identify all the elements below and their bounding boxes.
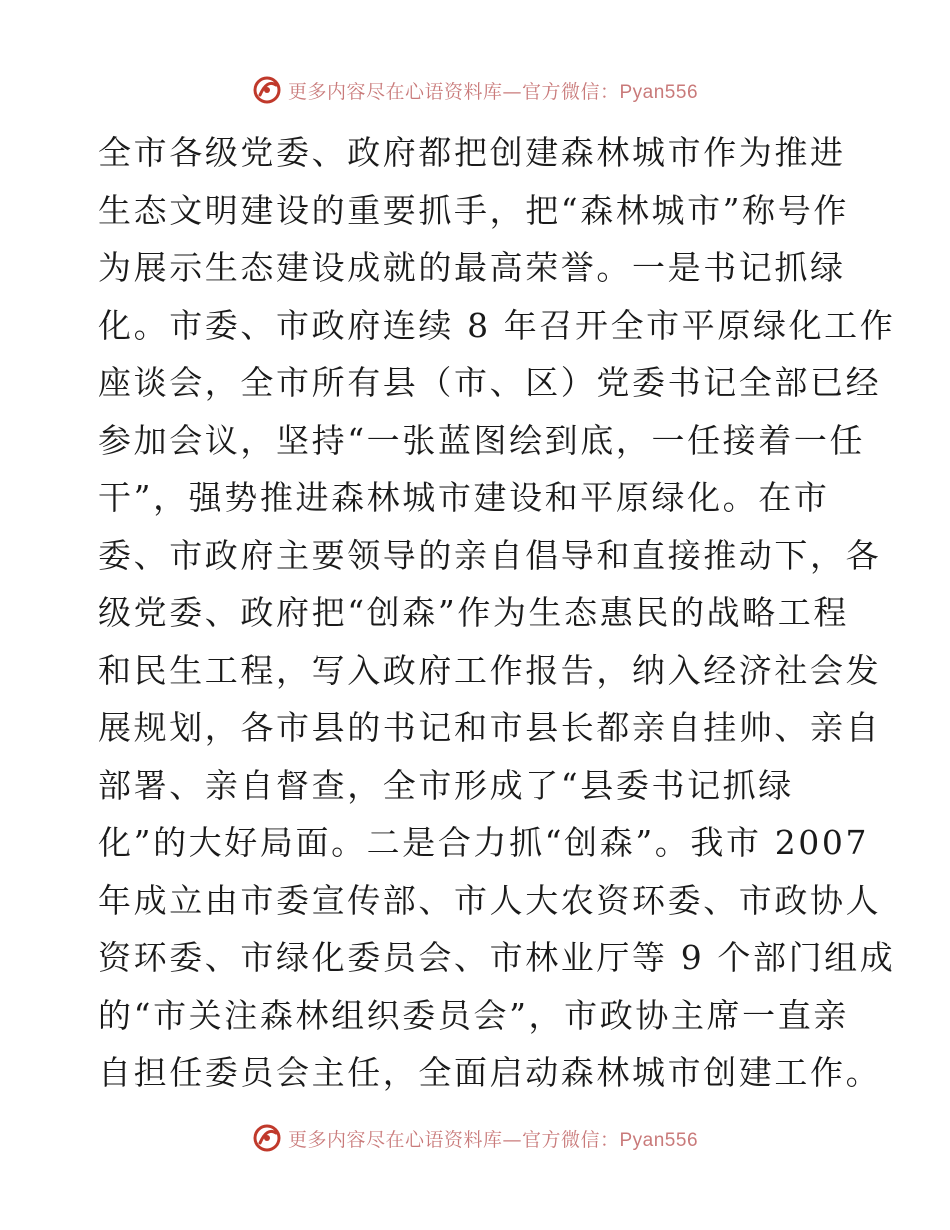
paragraph-line: 为展示生态建设成就的最高荣誉。一是书记抓绿 xyxy=(98,248,846,287)
paragraph-line: 干”，强势推进森林城市建设和平原绿化。在市 xyxy=(98,478,830,517)
red-swirl-logo-icon xyxy=(252,75,282,105)
red-swirl-logo-icon xyxy=(252,1123,282,1153)
paragraph-line: 参加会议，坚持“一张蓝图绘到底，一任接着一任 xyxy=(98,420,866,460)
paragraph-line: 化”的大好局面。二是合力抓“创森”。我市 2007 xyxy=(98,823,870,862)
paragraph-line: 部署、亲自督查，全市形成了“县委书记抓绿 xyxy=(98,765,794,805)
paragraph-line: 和民生工程，写入政府工作报告，纳入经济社会发 xyxy=(98,650,882,690)
watermark-text: 更多内容尽在心语资料库—官方微信：Pyan556 xyxy=(287,1128,699,1151)
paragraph-line: 年成立由市委宣传部、市人大农资环委、市政协人 xyxy=(98,880,882,920)
paragraph-line: 全市各级党委、政府都把创建森林城市作为推进 xyxy=(98,133,846,172)
paragraph-line: 展规划，各市县的书记和市县长都亲自挂帅、亲自 xyxy=(98,708,882,747)
header-watermark xyxy=(0,70,950,110)
footer-watermark xyxy=(0,1118,950,1158)
paragraph-line: 级党委、政府把“创森”作为生态惠民的战略工程 xyxy=(98,593,849,632)
paragraph-line: 自担任委员会主任，全面启动森林城市创建工作。 xyxy=(98,1053,882,1092)
paragraph-line: 化。市委、市政府连续 8 年召开全市平原绿化工作 xyxy=(98,305,896,345)
document-body xyxy=(98,124,896,1102)
paragraph-line: 座谈会，全市所有县（市、区）党委书记全部已经 xyxy=(98,363,882,402)
paragraph-line: 的“市关注森林组织委员会”，市政协主席一直亲 xyxy=(98,995,849,1035)
watermark-text: 更多内容尽在心语资料库—官方微信：Pyan556 xyxy=(287,80,699,103)
paragraph-line: 生态文明建设的重要抓手，把“森林城市”称号作 xyxy=(98,190,849,230)
paragraph-line: 资环委、市绿化委员会、市林业厅等 9 个部门组成 xyxy=(98,938,896,977)
paragraph-line: 委、市政府主要领导的亲自倡导和直接推动下，各 xyxy=(98,535,882,575)
